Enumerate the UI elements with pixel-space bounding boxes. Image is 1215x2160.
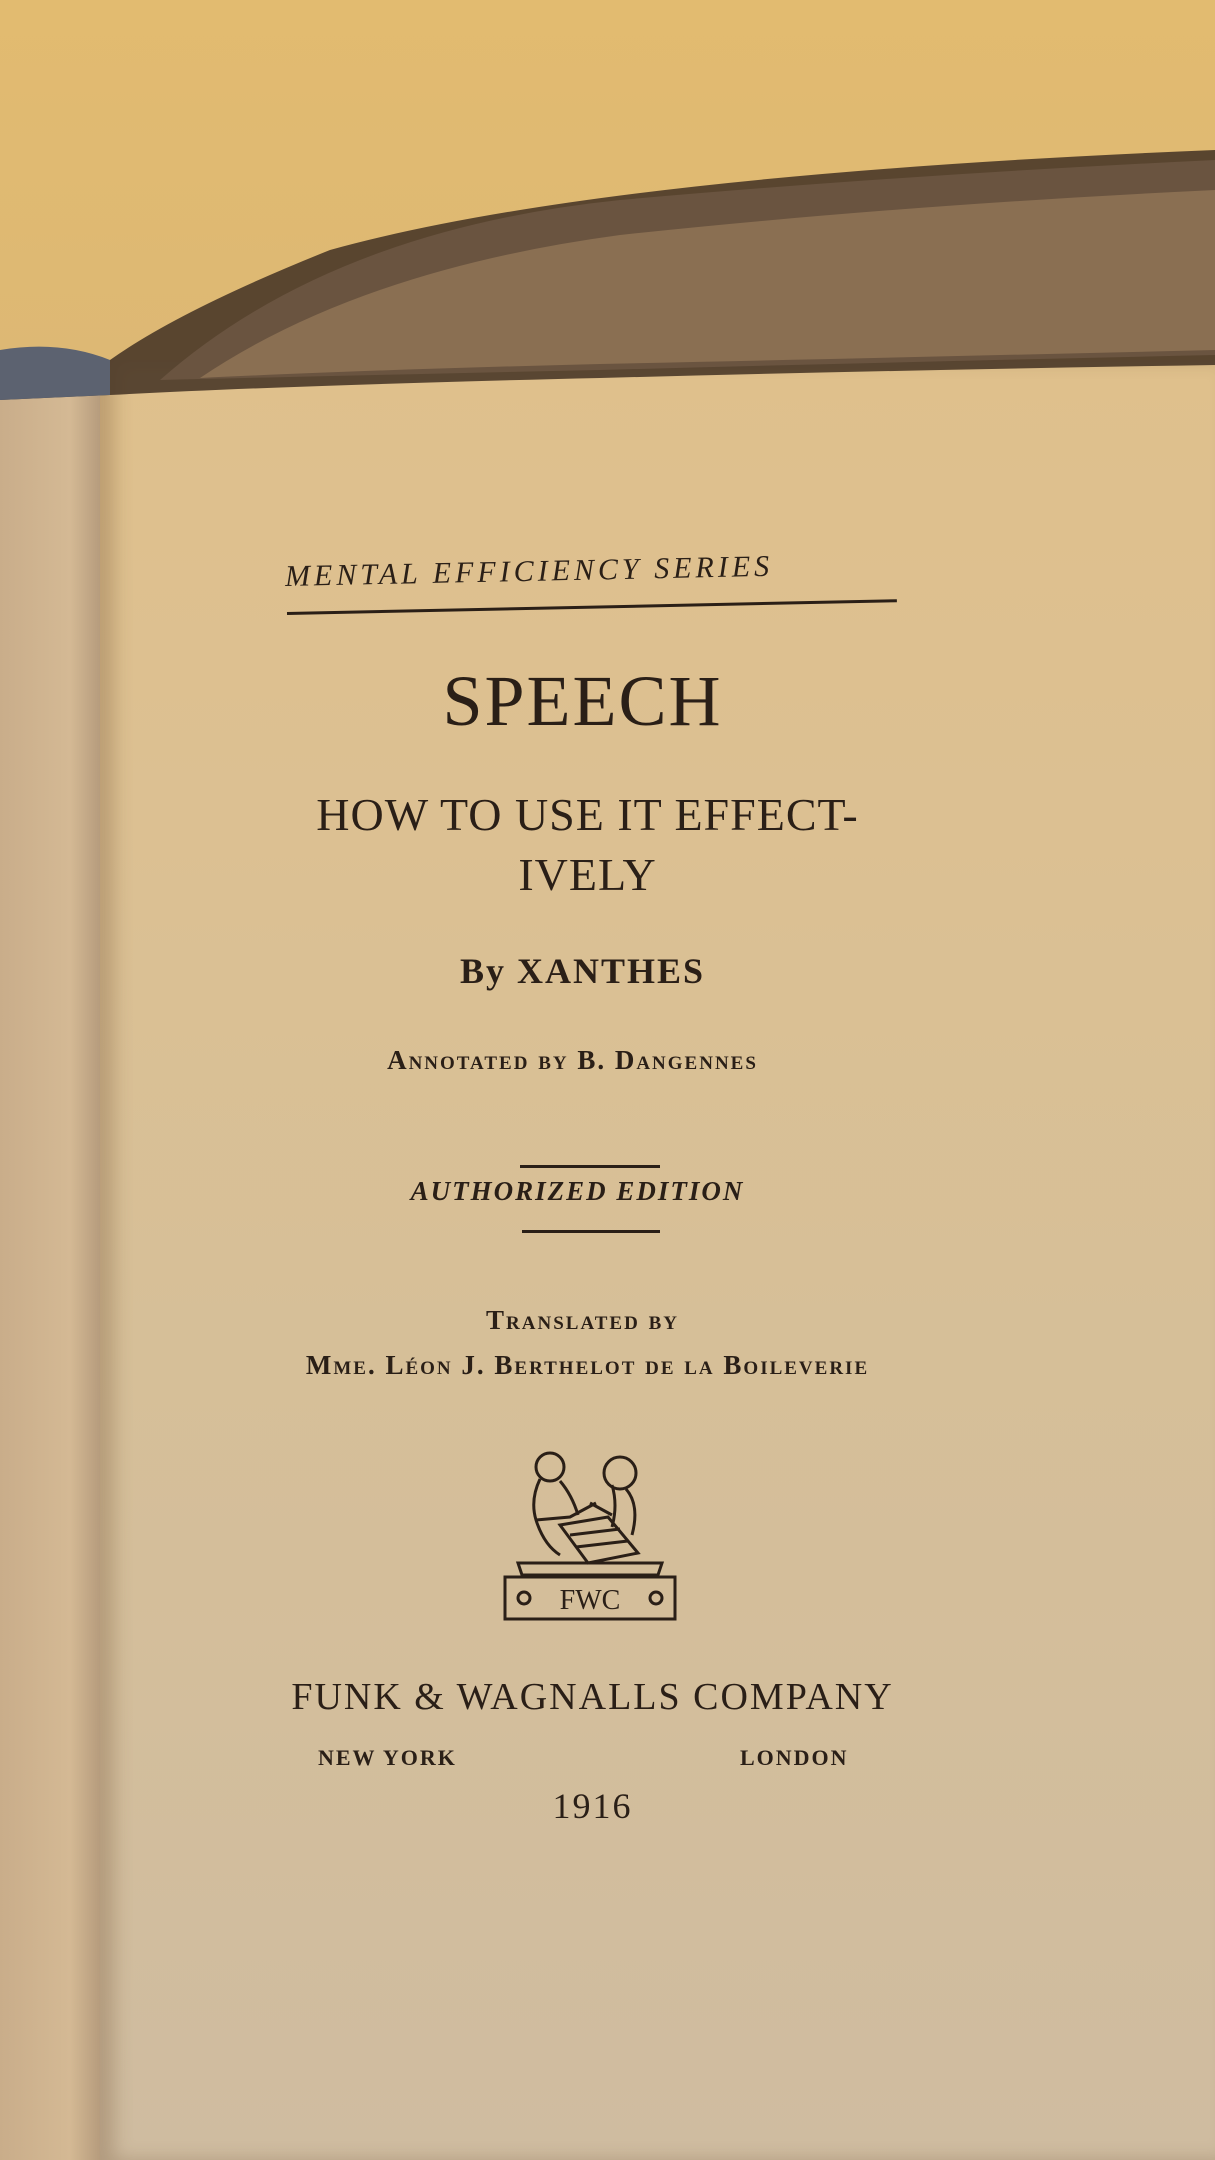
city-new-york: NEW YORK bbox=[318, 1745, 457, 1770]
publisher-mark-text: FWC bbox=[559, 1585, 621, 1616]
series-name: MENTAL EFFICIENCY SERIES bbox=[284, 549, 774, 593]
publication-year: 1916 bbox=[552, 1786, 633, 1826]
edition-rule-top bbox=[520, 1165, 660, 1168]
publisher-emblem-logo bbox=[500, 1445, 680, 1625]
edition-line: AUTHORIZED EDITION bbox=[410, 1176, 745, 1206]
city-london: LONDON bbox=[740, 1745, 849, 1770]
annotator-line: Annotated by B. Dangennes bbox=[387, 1045, 758, 1075]
translated-by-label: Translated by bbox=[486, 1305, 679, 1335]
series-underline bbox=[287, 599, 897, 615]
subtitle-line-2: IVELY bbox=[518, 849, 657, 900]
book-subtitle bbox=[0, 785, 1195, 905]
translator-name: Mme. Léon J. Berthelot de la Boileverie bbox=[305, 1350, 870, 1380]
book-title: SPEECH bbox=[442, 661, 723, 741]
publisher-name: FUNK & WAGNALLS COMPANY bbox=[291, 1676, 894, 1718]
edition-rule-bottom bbox=[522, 1230, 660, 1233]
author-line: By XANTHES bbox=[459, 951, 706, 991]
subtitle-line-1: HOW TO USE IT EFFECT- bbox=[316, 789, 859, 840]
